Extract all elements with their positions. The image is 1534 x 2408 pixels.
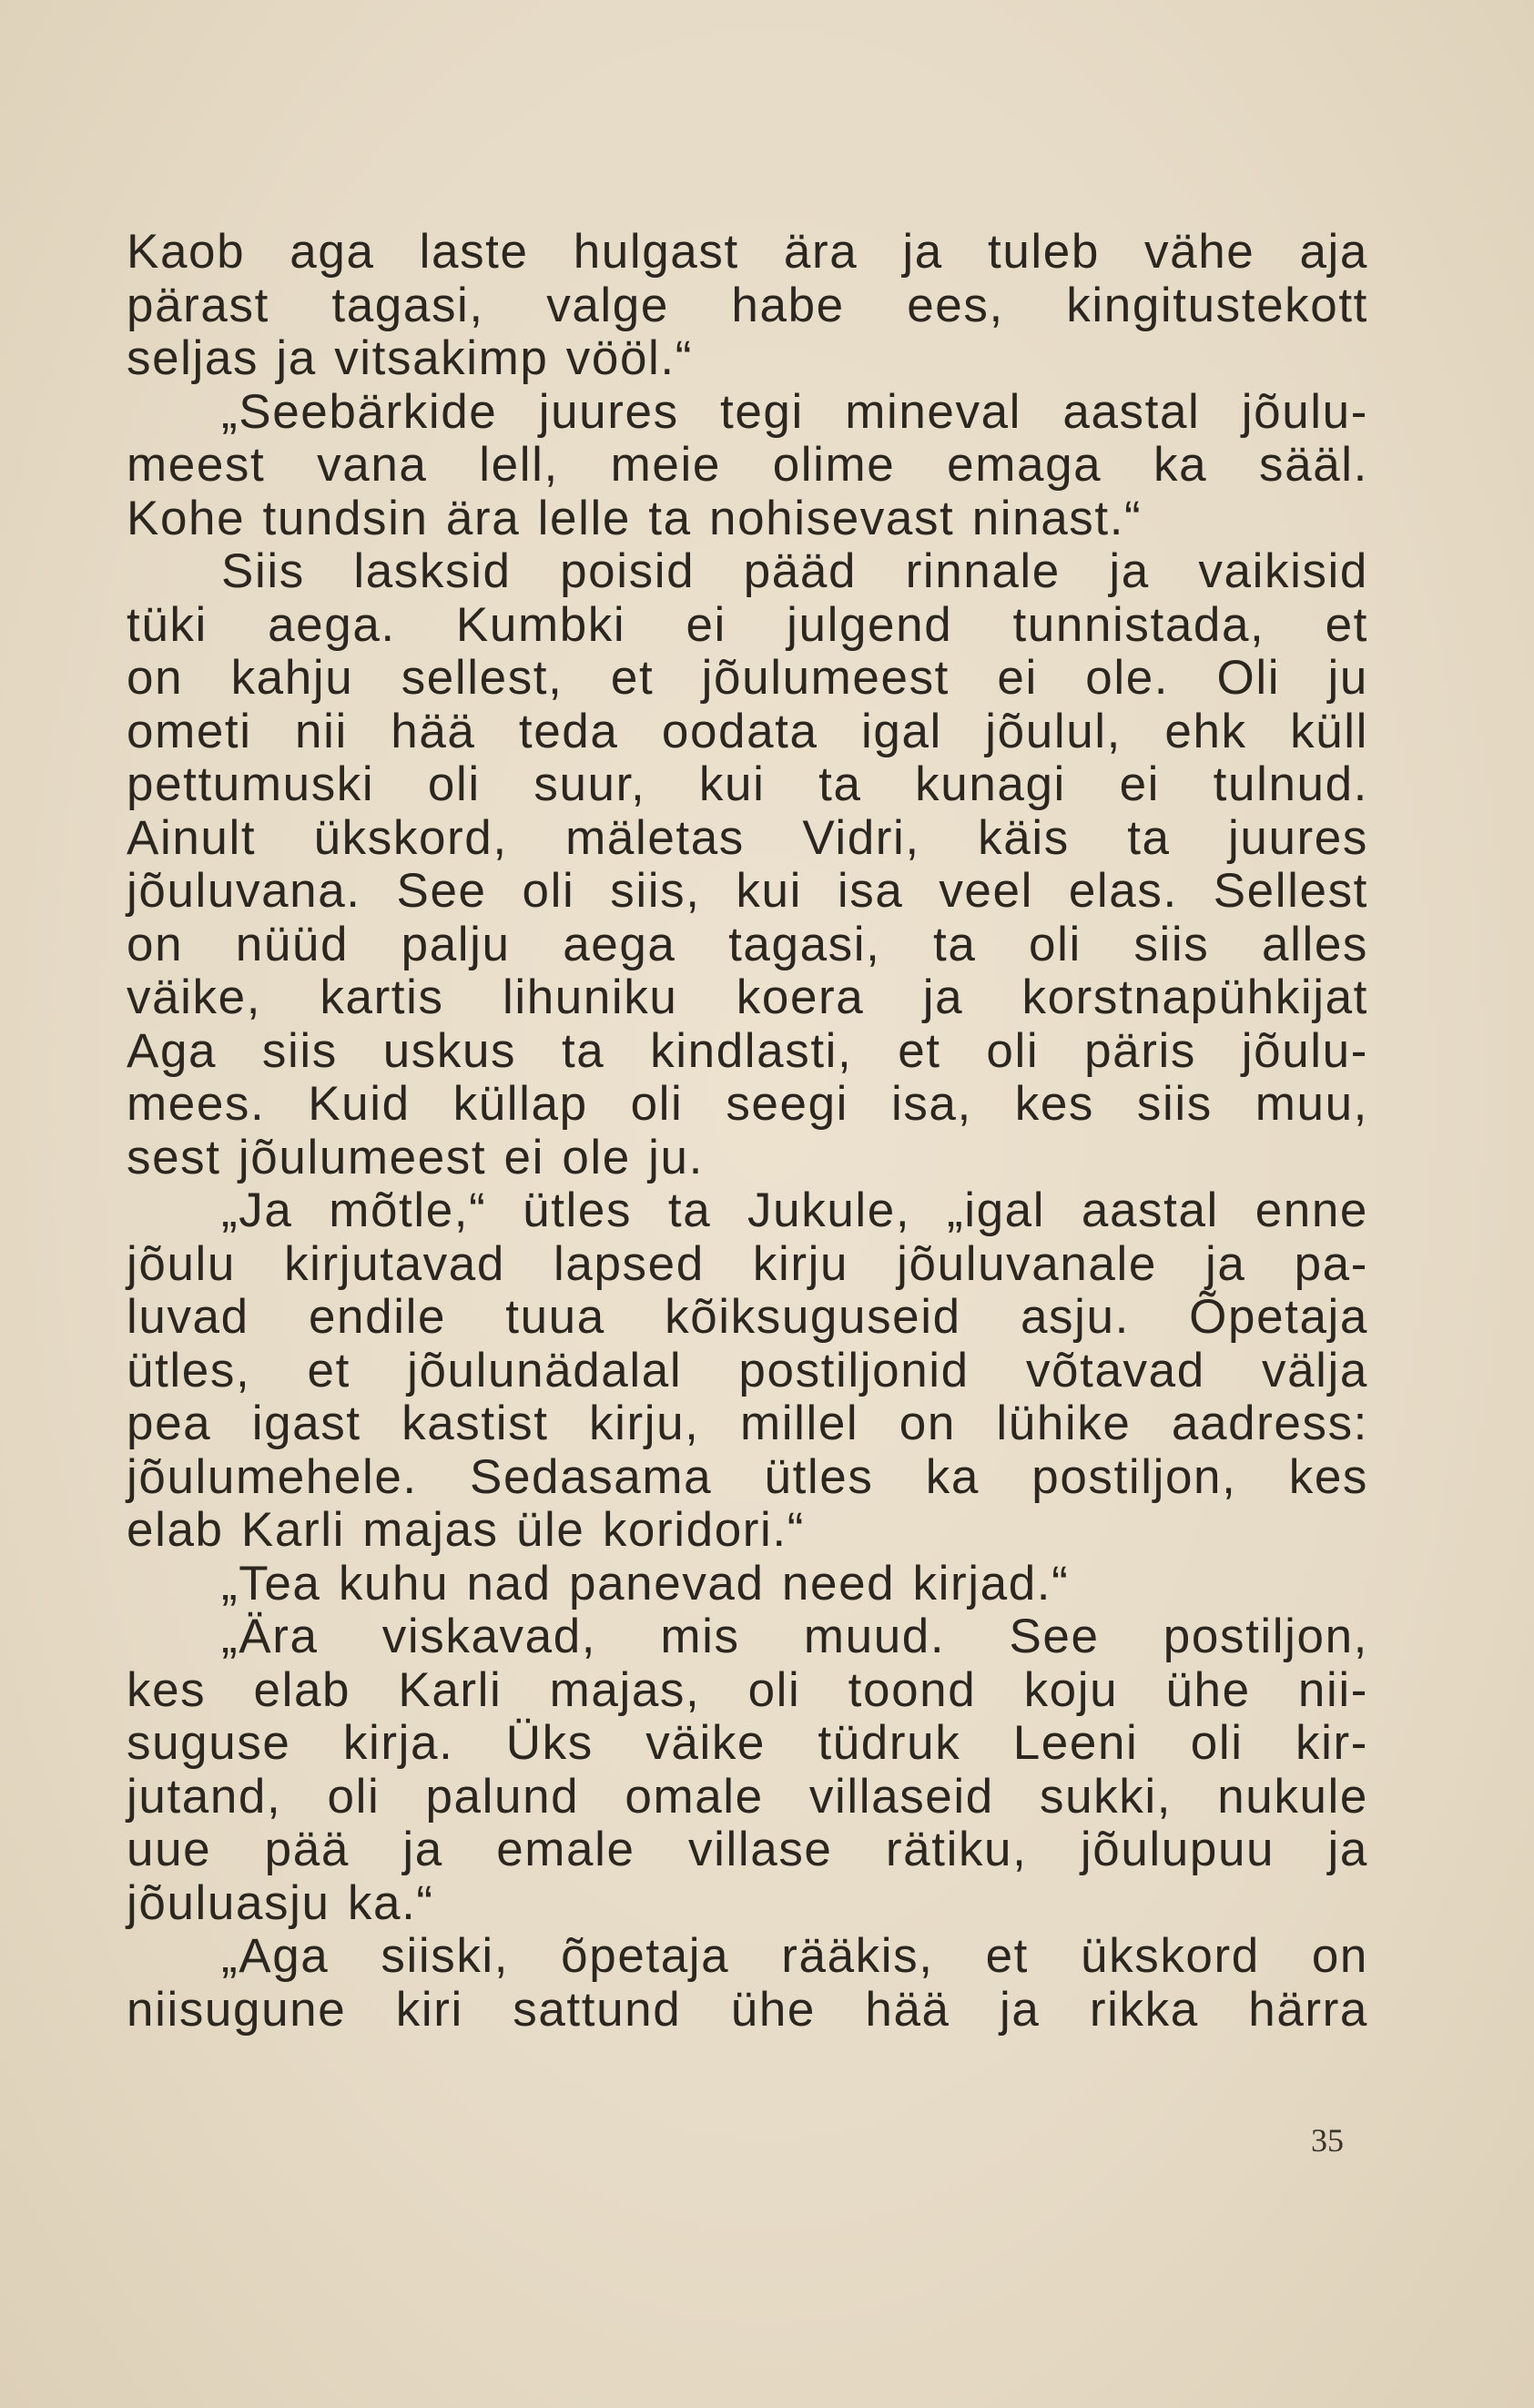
text-line: on nüüd palju aega tagasi, ta oli siis alles	[127, 917, 1368, 971]
text-line: Ainult ükskord, mäletas Vidri, käis ta juures	[127, 810, 1368, 865]
text-line: uue pää ja emale villase rätiku, jõulupuu ja	[127, 1823, 1368, 1876]
text-line: ütles, et jõulunädalal postiljonid võtavad välja	[127, 1343, 1368, 1397]
text-line: „Ja mõtle,“ ütles ta Jukule, „igal aastal enne	[221, 1184, 1368, 1237]
text-line: ometi nii hää teda oodata igal jõulul, ehk küll	[127, 704, 1368, 758]
text-line: luvad endile tuua kõiksuguseid asju. Õpetaja	[127, 1290, 1368, 1344]
text-line: pettumuski oli suur, kui ta kunagi ei tulnud.	[127, 757, 1368, 811]
text-line: Kaob aga laste hulgast ära ja tuleb vähe aja	[127, 225, 1368, 279]
text-line: „Seebärkide juures tegi mineval aastal jõulu-	[221, 384, 1368, 439]
text-line: „Ära viskavad, mis muud. See postiljon,	[221, 1610, 1368, 1663]
text-line: mees. Kuid küllap oli seegi isa, kes siis muu,	[127, 1077, 1368, 1131]
text-line: niisugune kiri sattund ühe hää ja rikka härra	[127, 1982, 1368, 2037]
text-line: pärast tagasi, valge habe ees, kingitustekott	[127, 278, 1368, 332]
text-line: jutand, oli palund omale villaseid sukki, nukule	[127, 1769, 1368, 1824]
text-line: pea igast kastist kirju, millel on lühike aadress:	[127, 1397, 1368, 1450]
text-line: jõuluasju ka.“	[127, 1875, 434, 1930]
text-line: „Tea kuhu nad panevad need kirjad.“	[221, 1556, 1070, 1610]
text-line: jõuluvana. See oli siis, kui isa veel elas. Sellest	[127, 864, 1368, 918]
text-line: Aga siis uskus ta kindlasti, et oli päris jõulu-	[127, 1023, 1368, 1078]
text-line: elab Karli majas üle koridori.“	[127, 1503, 805, 1557]
page-number: 35	[1311, 2122, 1344, 2159]
text-line: tüki aega. Kumbki ei julgend tunnistada, et	[127, 597, 1368, 652]
text-line: seljas ja vitsakimp vööl.“	[127, 331, 694, 385]
text-line: on kahju sellest, et jõulumeest ei ole. Oli ju	[127, 651, 1368, 705]
body-text	[127, 226, 1368, 2037]
text-line: väike, kartis lihuniku koera ja korstnapühkijat	[127, 970, 1368, 1024]
text-line: Siis lasksid poisid pääd rinnale ja vaikisid	[221, 544, 1368, 598]
text-line: kes elab Karli majas, oli toond koju ühe nii-	[127, 1662, 1368, 1717]
text-line: „Aga siiski, õpetaja rääkis, et ükskord on	[221, 1929, 1368, 1983]
text-line: sest jõulumeest ei ole ju.	[127, 1130, 704, 1184]
text-line: meest vana lell, meie olime emaga ka sääl.	[127, 438, 1368, 492]
text-line: jõulumehele. Sedasama ütles ka postiljon, kes	[127, 1449, 1368, 1504]
text-line: suguse kirja. Üks väike tüdruk Leeni oli kir-	[127, 1716, 1368, 1770]
text-line: jõulu kirjutavad lapsed kirju jõuluvanale ja pa-	[127, 1236, 1368, 1291]
text-line: Kohe tundsin ära lelle ta nohisevast ninast.“	[127, 491, 1143, 545]
